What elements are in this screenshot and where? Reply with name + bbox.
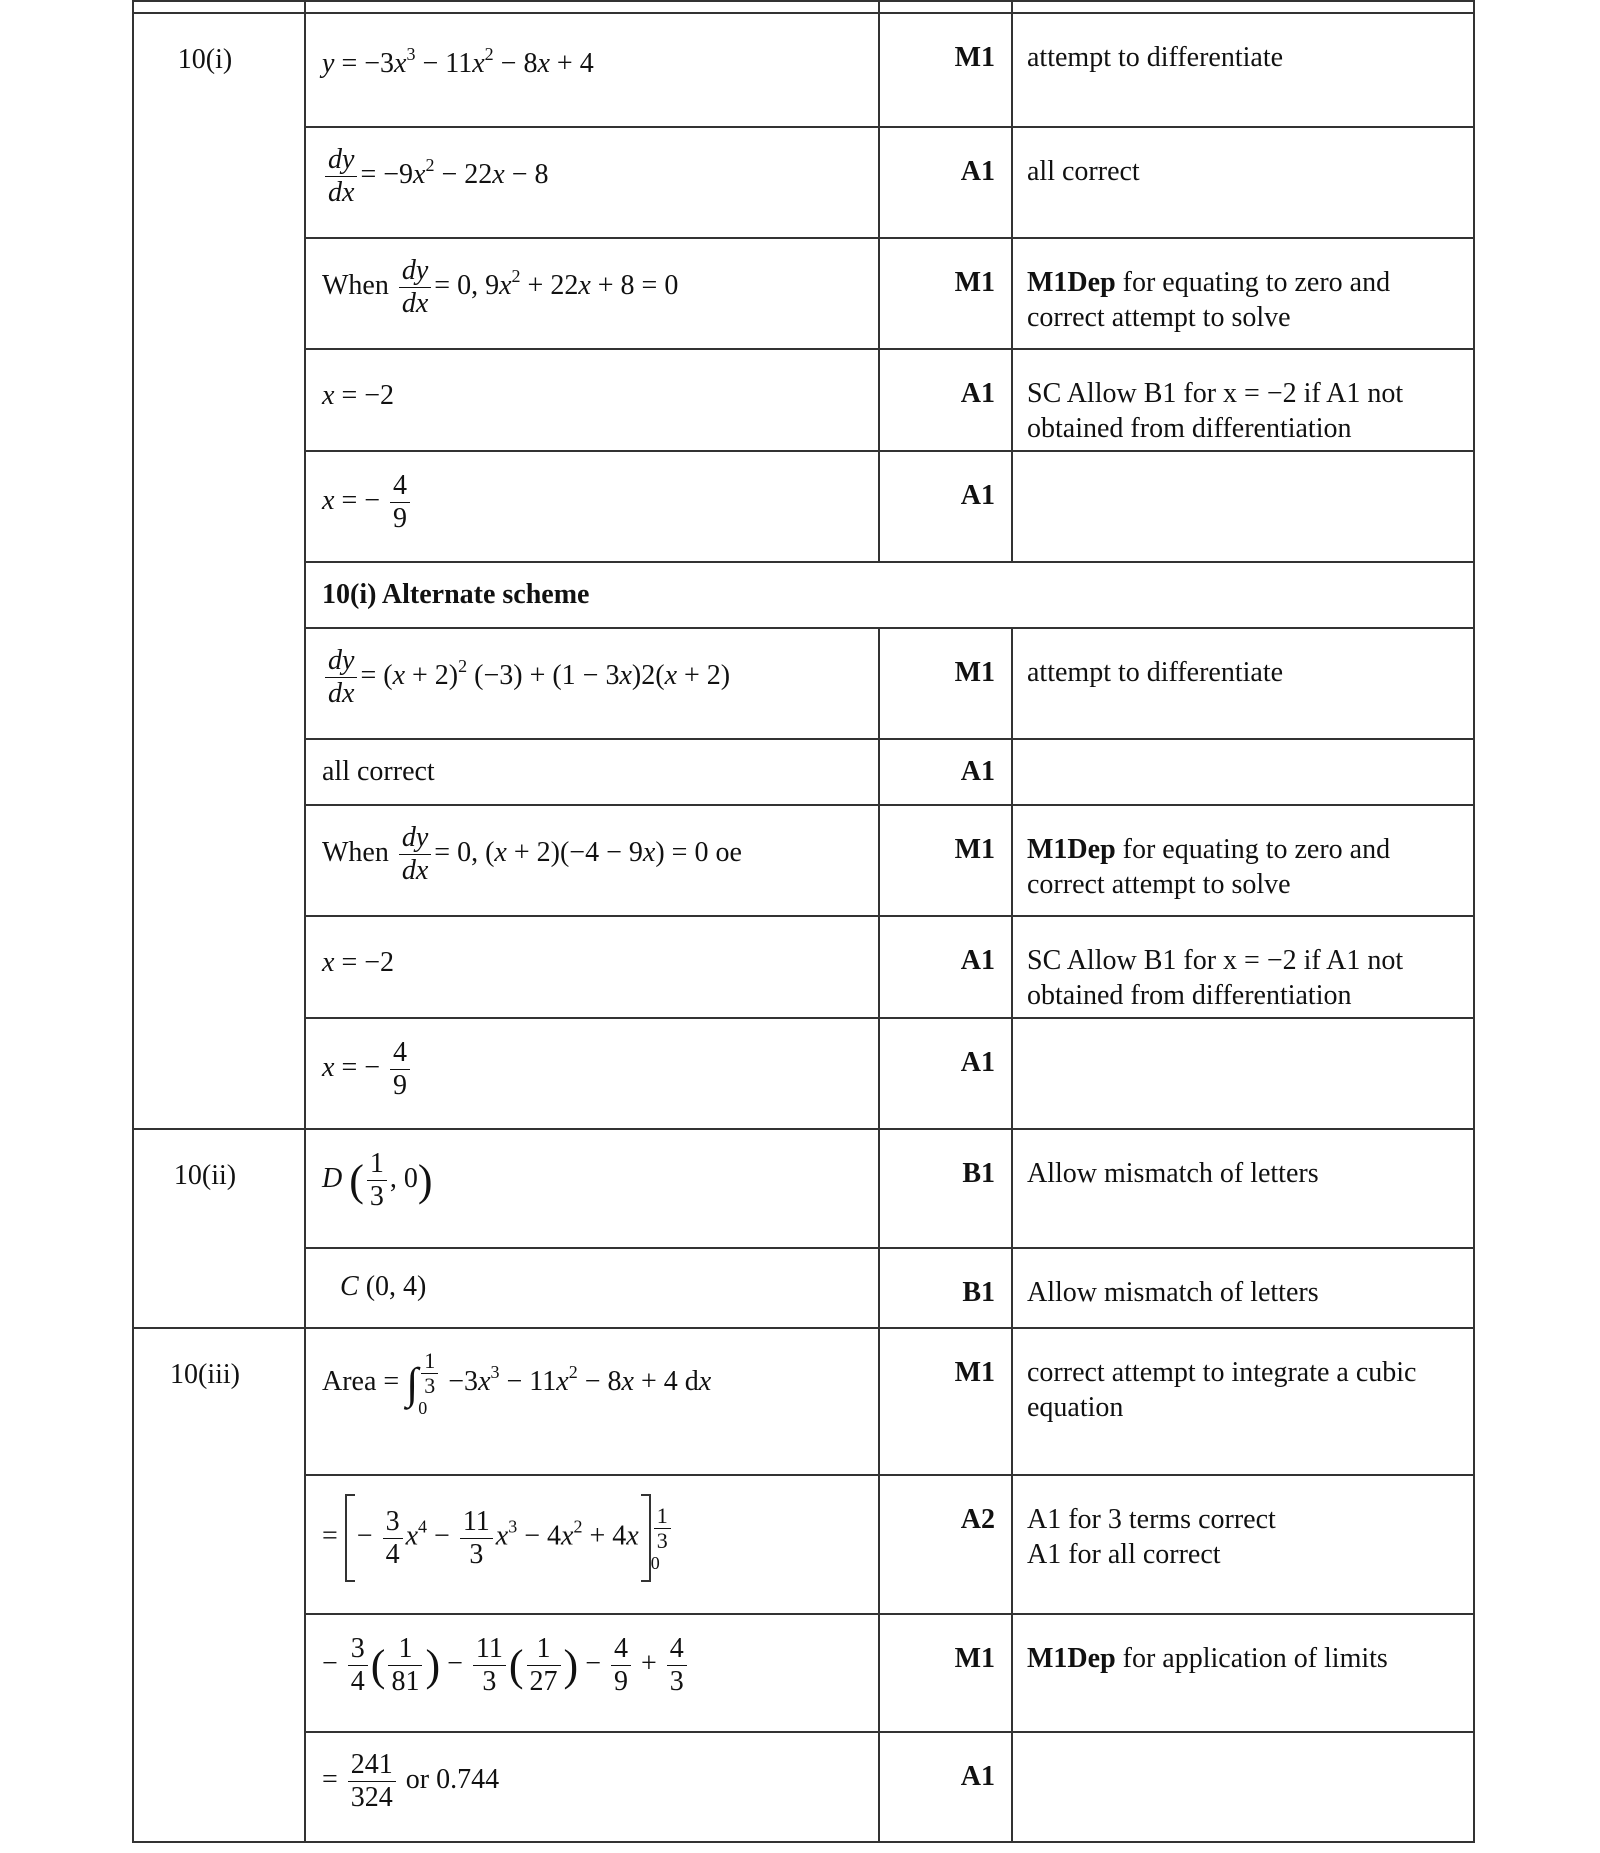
mark-cell: M1: [879, 805, 1012, 916]
guidance-cell: attempt to differentiate: [1012, 628, 1474, 739]
mark-cell: A1: [879, 451, 1012, 562]
guidance-cell: [1012, 1018, 1474, 1129]
answer-cell: When $\frac{dy}{dx}$ = 0, $9x^2 + 22x + 8 = 0$: [305, 238, 879, 349]
guidance-cell: correct attempt to integrate a cubic equation: [1012, 1328, 1474, 1475]
table-row: [133, 349, 1474, 451]
answer-cell: − $\frac{3}{4}$ ( $\frac{1}{81}$ ) − $\frac{11}{3}$ ( $\frac{1}{27}$ ) − $\frac{4}{9}$ + $\frac{4}{3}$: [305, 1614, 879, 1732]
table-row: [133, 1732, 1474, 1842]
question-label: 10(iii): [133, 1328, 305, 1842]
table-row: [133, 13, 1474, 127]
table-row: [133, 238, 1474, 349]
table-row: [133, 1475, 1474, 1614]
guidance-cell: [1012, 739, 1474, 805]
table-row: [133, 1018, 1474, 1129]
mark-cell: A1: [879, 1732, 1012, 1842]
table-row: [133, 739, 1474, 805]
answer-cell: D ( $\frac{1}{3}$ , 0): [305, 1129, 879, 1248]
answer-cell: Area = ∫ $\frac{1}{3}$ $0 -3x^3 - 11x^2 - 8x + 4$ dx: [305, 1328, 879, 1475]
mark-cell: A1: [879, 739, 1012, 805]
guidance-cell: M1Dep for equating to zero and correct attempt to solve: [1012, 238, 1474, 349]
table-row: [133, 1248, 1474, 1328]
mark-cell: A1: [879, 1018, 1012, 1129]
mark-scheme-page: [132, 0, 1469, 1853]
mark-cell: B1: [879, 1248, 1012, 1328]
guidance-cell: SC Allow B1 for x = −2 if A1 not obtained from differentiation: [1012, 916, 1474, 1018]
table-row: [133, 916, 1474, 1018]
guidance-cell: A1 for 3 terms correct A1 for all correct: [1012, 1475, 1474, 1614]
guidance-cell: [1012, 1732, 1474, 1842]
guidance-cell: M1Dep for equating to zero and correct attempt to solve: [1012, 805, 1474, 916]
mark-cell: M1: [879, 238, 1012, 349]
guidance-cell: SC Allow B1 for x = −2 if A1 not obtained from differentiation: [1012, 349, 1474, 451]
answer-cell: $y = -3x^3 - 11x^2 - 8x + 4$: [305, 13, 879, 127]
table-row: [133, 562, 1474, 628]
mark-cell: M1: [879, 1328, 1012, 1475]
guidance-cell: M1Dep for application of limits: [1012, 1614, 1474, 1732]
answer-cell: all correct: [305, 739, 879, 805]
alternate-scheme-heading: 10(i) Alternate scheme: [305, 562, 1474, 628]
table-row: [133, 127, 1474, 238]
answer-cell: When $\frac{dy}{dx}$ = 0, (x + 2)(−4 − 9x) = 0 oe: [305, 805, 879, 916]
answer-cell: = − $\frac{3}{4}$ $x^4$ − $\frac{11}{3}$ $x^3 - 4x^2 + 4x$ $\frac{1}{3}$ 0: [305, 1475, 879, 1614]
mark-cell: M1: [879, 628, 1012, 739]
answer-cell: x = −2: [305, 349, 879, 451]
mark-cell: B1: [879, 1129, 1012, 1248]
mark-cell: M1: [879, 13, 1012, 127]
table-row: [133, 805, 1474, 916]
mark-cell: A2: [879, 1475, 1012, 1614]
answer-cell: $\frac{dy}{dx}$ = $(x + 2)^2$ (−3) + (1 − 3x)2(x + 2): [305, 628, 879, 739]
table-row: [133, 451, 1474, 562]
mark-cell: M1: [879, 1614, 1012, 1732]
table-row: [133, 1328, 1474, 1475]
answer-cell: x = − $\frac{4}{9}$: [305, 1018, 879, 1129]
guidance-cell: all correct: [1012, 127, 1474, 238]
question-label: 10(ii): [133, 1129, 305, 1328]
table-row: [133, 1, 1474, 13]
mark-cell: A1: [879, 349, 1012, 451]
mark-cell: A1: [879, 127, 1012, 238]
answer-cell: x = −2: [305, 916, 879, 1018]
answer-cell: C (0, 4): [305, 1248, 879, 1328]
table-row: [133, 1129, 1474, 1248]
mark-scheme-table: [132, 0, 1475, 1843]
guidance-cell: Allow mismatch of letters: [1012, 1129, 1474, 1248]
guidance-cell: [1012, 451, 1474, 562]
guidance-cell: Allow mismatch of letters: [1012, 1248, 1474, 1328]
mark-cell: A1: [879, 916, 1012, 1018]
answer-cell: = $\frac{241}{324}$ or 0.744: [305, 1732, 879, 1842]
table-row: [133, 1614, 1474, 1732]
answer-cell: $\frac{dy}{dx}$ = $-9x^2 - 22x - 8$: [305, 127, 879, 238]
question-label: 10(i): [133, 13, 305, 1129]
table-row: [133, 628, 1474, 739]
guidance-cell: attempt to differentiate: [1012, 13, 1474, 127]
answer-cell: x = − $\frac{4}{9}$: [305, 451, 879, 562]
